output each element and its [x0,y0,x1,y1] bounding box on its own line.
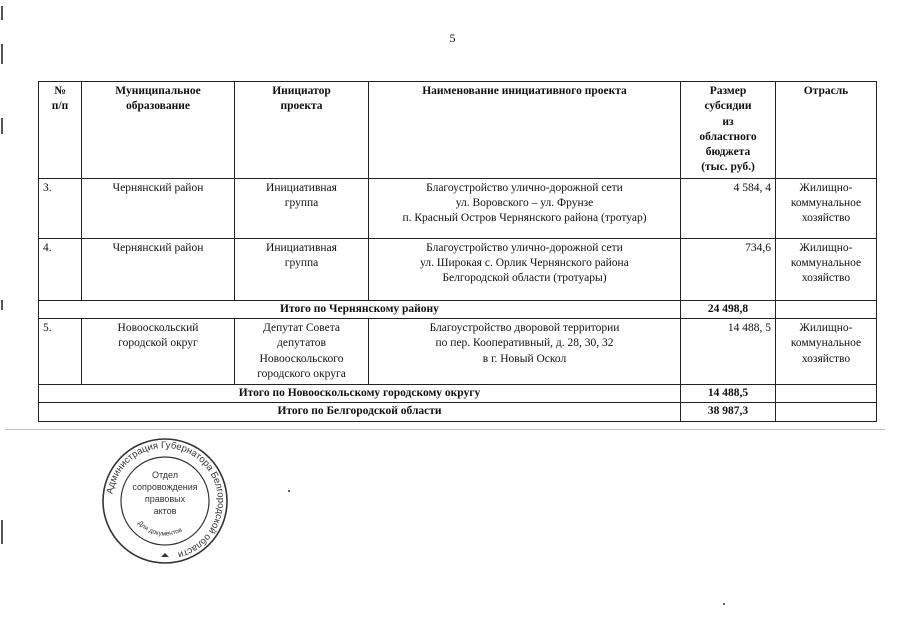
left-edge-marks [0,0,5,640]
header-subsidy-line: субсидии [704,100,752,113]
row-sector [776,178,877,238]
header-project: Наименование инициативного проекта [369,82,681,179]
municipality-line: городской округ [118,337,198,350]
project-line: Белгородской области (тротуары) [442,272,607,285]
total-novooskolsky-label: Итого по Новооскольскому городскому округу [39,385,681,403]
total-row-chernyansky [39,300,877,318]
sector-line: хозяйство [801,212,851,225]
initiator-line: группа [284,256,319,269]
header-municipality-line: Муниципальное [115,85,201,97]
initiator-line: Инициативная [266,181,337,194]
sector-line: Жилищно- [799,181,853,194]
header-subsidy-line: (тыс. руб.) [701,161,755,174]
scan-speck [288,490,290,492]
header-num [39,82,82,179]
project-line: Благоустройство дворовой территории [429,321,620,334]
row-num: 4. [39,238,82,300]
stamp-center-line: сопровождения [132,482,198,492]
project-line: ул. Широкая с. Орлик Чернянского района [420,256,629,269]
sector-line: хозяйство [801,272,851,285]
header-initiator [235,82,369,179]
initiator-line: Инициативная [266,241,337,254]
stamp-inner-bottom-text: Для документов [136,519,184,538]
row-municipality [82,318,235,384]
header-num-line: п/п [51,100,69,113]
initiator-line: городского округа [257,367,346,380]
scan-speck [723,603,725,605]
initiator-line: группа [284,196,319,209]
row-initiator [235,178,369,238]
row-num: 3. [39,178,82,238]
total-chernyansky-label: Итого по Чернянскому району [39,300,681,318]
project-line: в г. Новый Оскол [482,352,567,365]
total-region-sector [776,403,877,421]
stamp-outer-text: Администрация Губернатора Белгородской области [104,439,227,561]
total-chernyansky-value: 24 498,8 [681,300,776,318]
header-municipality [82,82,235,179]
header-sector: Отрасль [776,82,877,179]
sector-line: Жилищно- [799,241,853,254]
header-initiator-line: Инициатор [272,85,331,97]
total-novooskolsky-value: 14 488,5 [681,385,776,403]
table-row [39,178,877,238]
row-municipality: Чернянский район [82,238,235,300]
header-subsidy-line: из [722,115,734,128]
row-municipality: Чернянский район [82,178,235,238]
table-header-row [39,82,877,179]
sector-line: хозяйство [801,352,851,365]
project-line: Благоустройство улично-дорожной сети [426,181,623,194]
header-subsidy-line: бюджета [705,146,751,159]
project-line: Благоустройство улично-дорожной сети [426,241,623,254]
stamp-star-icon [161,553,169,557]
total-row-region [39,403,877,421]
row-sector [776,318,877,384]
stamp-center-line: Отдел [151,470,179,480]
page-number: 5 [449,31,456,45]
sector-line: коммунальное [790,196,862,209]
header-initiator-line: проекта [280,100,323,113]
header-subsidy [681,82,776,179]
project-line: ул. Воровского – ул. Фрунзе [455,196,594,209]
sector-line: Жилищно- [799,321,853,334]
project-line: по пер. Кооперативный, д. 28, 30, 32 [435,337,614,350]
initiator-line: Новооскольского [259,352,344,365]
stamp-center-line: актов [153,506,177,516]
row-project [369,178,681,238]
header-num-line: № [54,85,66,97]
table-row [39,238,877,300]
sector-line: коммунальное [790,256,862,269]
municipality-line: Новооскольский [117,321,199,334]
total-region-label: Итого по Белгородской области [39,403,681,421]
table-row [39,318,877,384]
stamp-center-line: правовых [144,494,186,504]
initiator-line: депутатов [277,337,326,350]
total-novooskolsky-sector [776,385,877,403]
total-region-value: 38 987,3 [681,403,776,421]
scan-artifact-line [5,429,885,430]
row-initiator [235,318,369,384]
row-subsidy: 14 488, 5 [681,318,776,384]
header-subsidy-line: Размер [709,85,747,97]
sector-line: коммунальное [790,337,862,350]
subsidy-table [38,81,877,422]
official-stamp [100,436,230,566]
row-initiator [235,238,369,300]
header-subsidy-line: областного [699,130,757,143]
row-num: 5. [39,318,82,384]
total-chernyansky-sector [776,300,877,318]
initiator-line: Депутат Совета [262,321,341,334]
header-municipality-line: образование [126,100,190,113]
row-subsidy: 4 584, 4 [681,178,776,238]
row-project [369,238,681,300]
row-subsidy: 734,6 [681,238,776,300]
row-sector [776,238,877,300]
row-project [369,318,681,384]
total-row-novooskolsky [39,385,877,403]
project-line: п. Красный Остров Чернянского района (тротуар) [402,212,647,225]
